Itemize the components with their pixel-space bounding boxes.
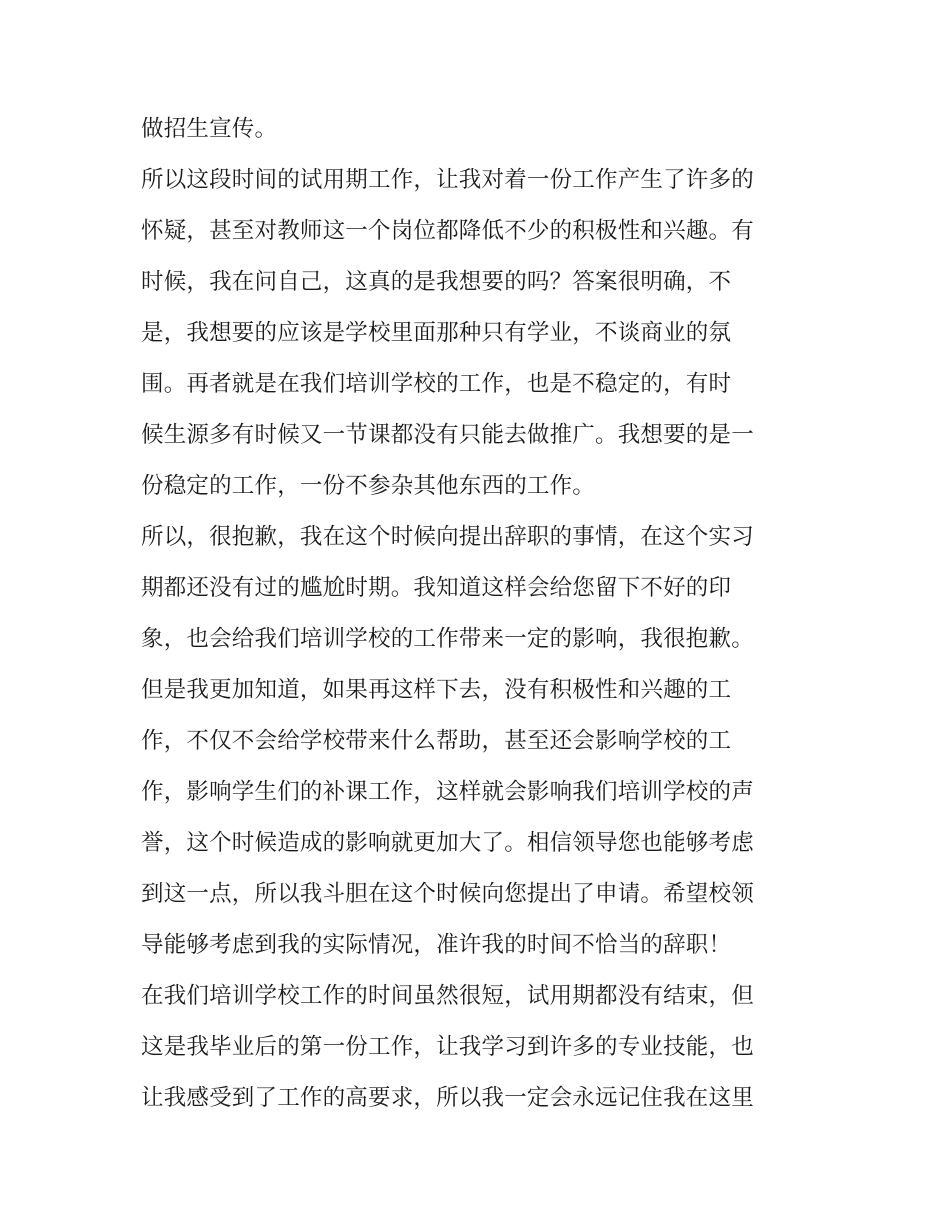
text-line: 怀疑，甚至对教师这一个岗位都降低不少的积极性和兴趣。有 xyxy=(141,218,754,244)
text-line: 所以，很抱歉，我在这个时候向提出辞职的事情，在这个实习 xyxy=(141,524,754,550)
text-line: 所以这段时间的试用期工作，让我对着一份工作产生了许多的 xyxy=(141,167,754,193)
text-line: 到这一点，所以我斗胆在这个时候向您提出了申请。希望校领 xyxy=(141,881,754,907)
text-line: 做招生宣传。 xyxy=(141,116,278,142)
text-line: 导能够考虑到我的实际情况，准许我的时间不恰当的辞职！ xyxy=(141,932,732,958)
text-line: 作，不仅不会给学校带来什么帮助，甚至还会影响学校的工 xyxy=(141,728,732,754)
text-line: 期都还没有过的尴尬时期。我知道这样会给您留下不好的印 xyxy=(141,575,732,601)
text-line: 但是我更加知道，如果再这样下去，没有积极性和兴趣的工 xyxy=(141,677,732,703)
text-line: 这是我毕业后的第一份工作，让我学习到许多的专业技能，也 xyxy=(141,1034,754,1060)
text-line: 候生源多有时候又一节课都没有只能去做推广。我想要的是一 xyxy=(141,422,754,448)
text-line: 在我们培训学校工作的时间虽然很短，试用期都没有结束，但 xyxy=(141,983,754,1009)
text-line: 时候，我在问自己，这真的是我想要的吗？答案很明确，不 xyxy=(141,269,732,295)
text-line: 让我感受到了工作的高要求，所以我一定会永远记住我在这里 xyxy=(141,1085,754,1111)
text-line: 象，也会给我们培训学校的工作带来一定的影响，我很抱歉。 xyxy=(141,626,754,652)
text-line: 誉，这个时候造成的影响就更加大了。相信领导您也能够考虑 xyxy=(141,830,754,856)
text-line: 份稳定的工作，一份不参杂其他东西的工作。 xyxy=(141,473,596,499)
text-line: 围。再者就是在我们培训学校的工作，也是不稳定的，有时 xyxy=(141,371,732,397)
text-line: 作，影响学生们的补课工作，这样就会影响我们培训学校的声 xyxy=(141,779,754,805)
text-line: 是，我想要的应该是学校里面那种只有学业，不谈商业的氛 xyxy=(141,320,732,346)
